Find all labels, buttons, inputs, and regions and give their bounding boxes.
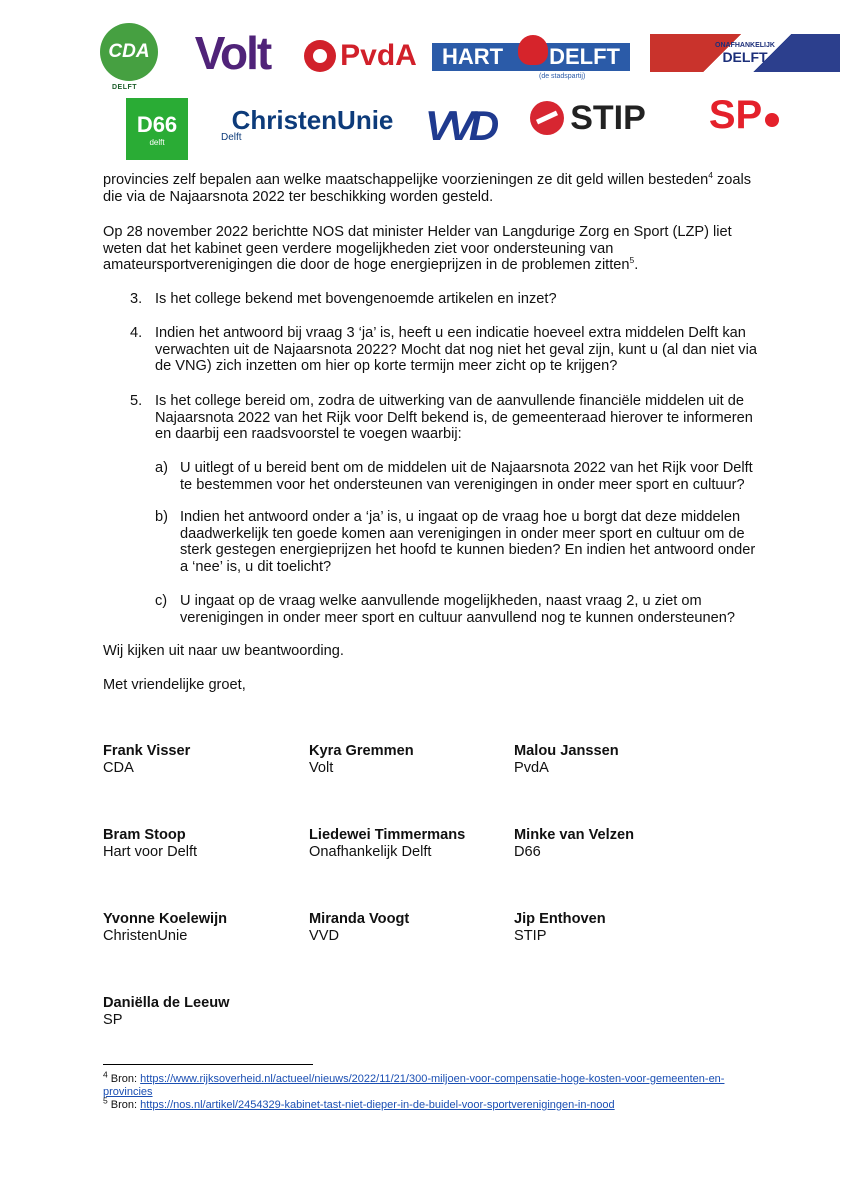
intro-paragraph-1: provincies zelf bepalen aan welke maatschappelijke voorzieningen ze dit geld willen besteden$^4$ zoals die via de Najaarsnota 2022 ter beschikking worden gesteld. [103,170,752,205]
footnote-4: $^4$ Bron: https://www.rijksoverheid.nl/actueel/nieuws/2022/11/21/300-miljoen-voor-compensatie-hoge-kosten-voor-gemeenten-en-provincies [103,1069,725,1098]
question-text: Indien het antwoord bij vraag 3 ‘ja’ is, heeft u een indicatie hoeveel extra middelen Delft kan verwachten uit de Najaarsnota 2022? Mocht dat nog niet het geval zijn, kunt u (al dan niet via de VNG) zich inzetten om hier op korte termijn meer zicht op te krijgen? [155,325,757,374]
christenunie-logo-subtitle: Delft [221,132,242,143]
pvda-logo: PvdA [298,36,423,76]
heart-icon [518,35,548,65]
signatory-party: STIP [514,928,547,944]
footnote-divider [103,1064,313,1065]
footnote-5: $^5$ Bron: https://nos.nl/artikel/2454329-kabinet-tast-niet-dieper-in-de-buidel-voor-sportverenigingen-in-nood [103,1095,615,1111]
signatory-party: VVD [309,928,340,944]
signatory-party: Volt [309,760,334,776]
closing-line: Wij kijken uit naar uw beantwoording. [103,643,344,659]
signatory-party: Hart voor Delft [103,844,198,860]
signatory-name: Miranda Voogt [309,911,410,927]
tomato-icon [765,113,779,127]
christenunie-logo: ChristenUnie [231,104,394,135]
subitem-label: c) [155,593,168,609]
signatory-name: Daniëlla de Leeuw [103,995,230,1011]
signatory-name: Malou Janssen [514,743,619,759]
subitem-label: b) [155,509,168,525]
question-text: Is het college bereid om, zodra de uitwerking van de aanvullende financiële middelen uit de Najaarsnota 2022 van het Rijk voor Delft bekend is, de gemeenteraad hierover te informeren en daarbij een raadsvoorstel te voegen waarbij: [155,393,753,442]
d66-logo: D66 delft [126,98,188,160]
subitem-label: a) [155,460,168,476]
signatory-name: Frank Visser [103,743,191,759]
onafhankelijk-delft-logo: ONAFHANKELIJK DELFT [650,34,840,72]
footnote-ref-5: 5 [629,255,635,266]
subitem-text: Indien het antwoord onder a ‘ja’ is, u ingaat op de vraag hoe u borgt dat deze middelen daadwerkelijk ten goede komen aan verenigingen in onder meer sport en cultuur om de sterk gestegen energieprijzen het hoofd te kunnen bieden? En indien het antwoord onder a ‘nee’ is, u dit toelicht? [180,509,756,575]
signatory-name: Minke van Velzen [514,827,635,843]
signatory-party: D66 [514,844,541,860]
signatory-name: Jip Enthoven [514,911,606,927]
hart-logo-subtitle: (de stadspartij) [539,73,586,80]
cda-logo: CDA [100,23,158,81]
signatory-party: CDA [103,760,134,776]
intro-paragraph-2: Op 28 november 2022 berichtte NOS dat minister Helder van Langdurige Zorg en Sport (LZP) liet weten dat het kabinet geen verdere mogelijkheden ziet voor ondersteuning van amateursportverenigingen die door de hoge energieprijzen in de problemen zitten$^5$. [103,224,732,273]
rose-icon [304,40,336,72]
signatory-name: Yvonne Koelewijn [103,911,228,927]
footnote-link[interactable]: https://www.rijksoverheid.nl/actueel/nieuws/2022/11/21/300-miljoen-voor-compensatie-hoge-kosten-voor-gemeenten-en-provincies [103,1073,725,1098]
signatory-party: PvdA [514,760,549,776]
signatory-party: SP [103,1012,123,1028]
cda-logo-subtitle: DELFT [112,84,138,91]
sp-logo: SP [704,92,784,138]
hart-voor-delft-logo: HART DELFT [432,43,630,71]
greeting-line: Met vriendelijke groet, [103,677,246,693]
signatory-name: Liedewei Timmermans [309,827,466,843]
question-number: 4. [130,325,143,341]
stip-mark-icon [530,101,564,135]
question-number: 5. [130,393,143,409]
volt-logo: Volt [194,27,271,79]
footnote-link[interactable]: https://nos.nl/artikel/2454329-kabinet-tast-niet-dieper-in-de-buidel-voor-sportverenigingen-in-nood [140,1099,615,1111]
signatory-name: Kyra Gremmen [309,743,414,759]
question-number: 3. [130,291,143,307]
footnote-ref-4: 4 [708,170,713,181]
signatory-party: ChristenUnie [103,928,188,944]
vvd-logo: V V D [424,102,494,149]
subitem-text: U uitlegt of u bereid bent om de middelen uit de Najaarsnota 2022 van het Rijk voor Delft te bestemmen voor het ondersteunen van verenigingen in onder meer sport en cultuur? [180,460,753,493]
signatory-party: Onafhankelijk Delft [309,844,432,860]
signatory-name: Bram Stoop [103,827,186,843]
subitem-text: U ingaat op de vraag welke aanvullende mogelijkheden, naast vraag 2, u ziet om verenigingen in onder meer sport en cultuur aanvullend nog te kunnen ondersteunen? [180,593,735,626]
question-text: Is het college bekend met bovengenoemde artikelen en inzet? [155,291,557,307]
stip-logo: STIP [518,100,658,136]
